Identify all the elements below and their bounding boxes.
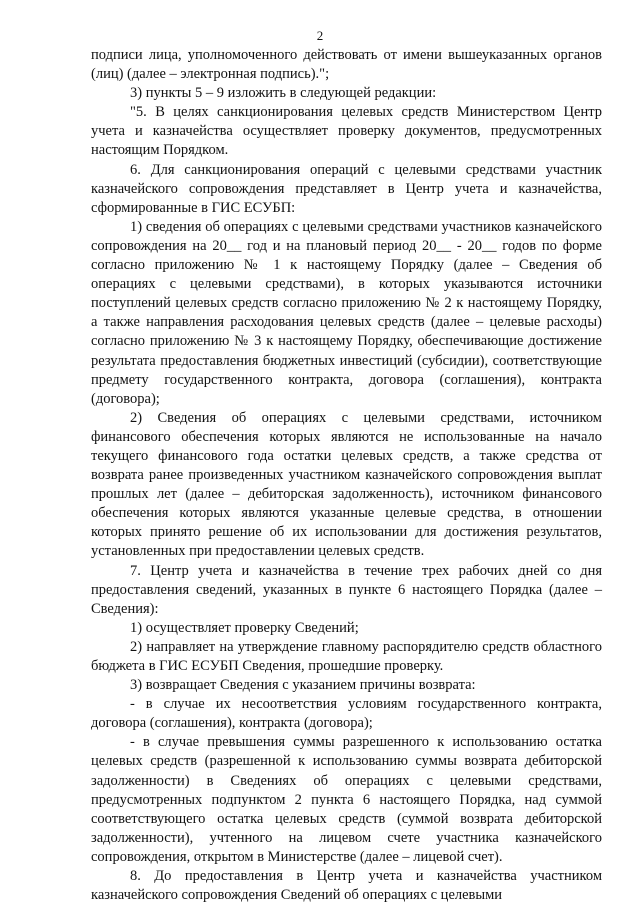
paragraph-item-3-intro: 3) пункты 5 – 9 изложить в следующей редакции:: [130, 85, 437, 102]
paragraph-point-7-subitem-3: 3) возвращает Сведения с указанием причины возврата:: [130, 677, 476, 694]
paragraph-point-5: "5. В целях санкционирования целевых средств Министерством Центр учета и казначейства осуществляет проверку документов, предусмотренных настоящим Порядком.: [91, 104, 602, 159]
paragraph-point-6-subitem-1: 1) сведения об операциях с целевыми средствами участников казначейского сопровождения на 20__ год и на плановый период 20__ - 20__ годов по форме согласно приложению № 1 к настоящему Порядку (далее – Сведения об операциях с целевыми средствами), в которых указываются источники поступлений целевых средств согласно приложению № 2 к настоящему Порядку, а также направления расходования целевых средств (далее – целевые расходы) согласно приложению № 3 к настоящему Порядку, обеспечивающие достижение результата предоставления бюджетных инвестиций (субсидии), соответствующие предмету государственного контракта, договора (соглашения), контракта (договора);: [91, 218, 602, 407]
page-number: 2: [316, 28, 324, 43]
paragraph-return-reason-2: - в случае превышения суммы разрешенного к использованию остатка целевых средств (разрешенной к использованию суммы возврата дебиторской задолженности) в Сведениях об операциях с целевыми средствами, предусмотренных подпунктом 2 пункта 6 настоящего Порядка, над суммой соответствующего остатка целевых средств (суммой возврата дебиторской задолженности), учтенного на лицевом счете участника казначейского сопровождения, открытом в Министерстве (далее – лицевой счет).: [91, 734, 602, 865]
document-body: [91, 46, 602, 905]
paragraph-point-7-subitem-2: 2) направляет на утверждение главному распорядителю средств областного бюджета в ГИС ЕСУБП Сведения, прошедшие проверку.: [91, 638, 602, 674]
paragraph-point-7: 7. Центр учета и казначейства в течение трех рабочих дней со дня предоставления сведений, указанных в пункте 6 настоящего Порядка (далее – Сведения):: [91, 562, 602, 617]
paragraph-signature-continuation: подписи лица, уполномоченного действовать от имени вышеуказанных органов (лиц) (далее – электронная подпись).";: [91, 47, 602, 83]
paragraph-point-6-subitem-2: 2) Сведения об операциях с целевыми средствами, источником финансового обеспечения которых являются не использованные на начало текущего финансового года остатки целевых средств, а также средства от возврата ранее произведенных участником казначейского сопровождения выплат прошлых лет (далее – дебиторская задолженность), источником финансового обеспечения которых являются указанные целевые средства, в отношении которых принято решение об их использовании для достижения результатов, установленных при предоставлении целевых средств.: [91, 409, 602, 560]
paragraph-point-7-subitem-1: 1) осуществляет проверку Сведений;: [130, 619, 359, 636]
paragraph-point-6: 6. Для санкционирования операций с целевыми средствами участник казначейского сопровождения представляет в Центр учета и казначейства, сформированные в ГИС ЕСУБП:: [91, 161, 602, 216]
paragraph-point-8: 8. До предоставления в Центр учета и казначейства участником казначейского сопровождения Сведений об операциях с целевыми: [91, 868, 602, 904]
paragraph-return-reason-1: - в случае их несоответствия условиям государственного контракта, договора (соглашения), контракта (договора);: [91, 696, 602, 732]
